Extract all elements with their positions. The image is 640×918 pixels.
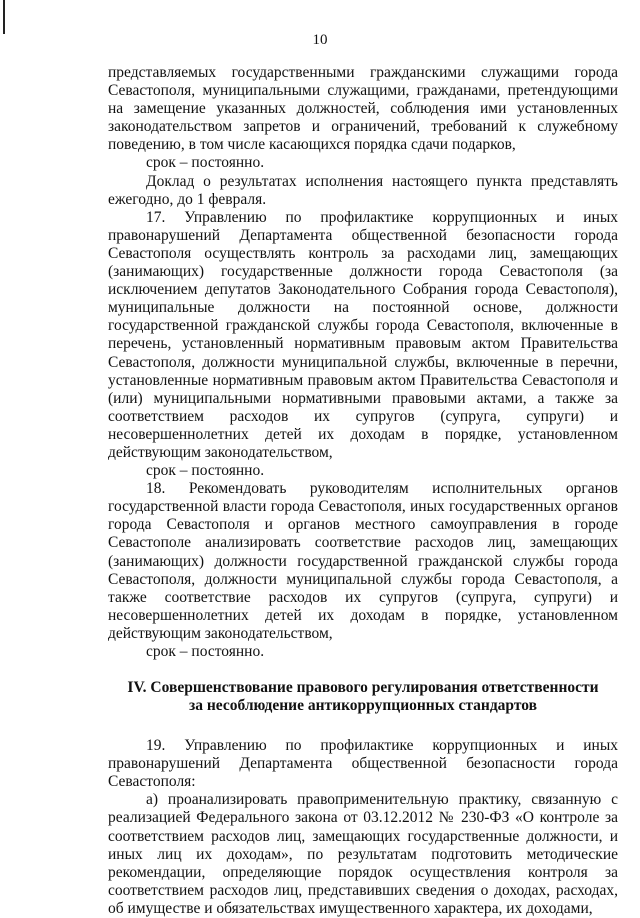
section-heading-line-1: IV. Совершенствование правового регулирования ответственности xyxy=(127,679,599,697)
page-number: 10 xyxy=(312,32,328,48)
item-19a-paragraph: а) проанализировать правоприменительную практику, связанную с реализацией Федерального закона от 03.12.2012 № 230-ФЗ «О контроле за соответствием расходов лиц, замещающих государственные должности, и иных лиц их доходам», по результатам подготовить методические рекомендации, определяющие порядок осуществления контроля за соответствием расходов лиц, представивших сведения о доходах, расходах, об имуществе и обязательствах имущественного характера, их доходами, xyxy=(108,791,618,917)
section-heading xyxy=(108,679,618,715)
term-line: срок – постоянно. xyxy=(146,154,265,172)
report-paragraph: Доклад о результатах исполнения настоящего пункта представлять ежегодно, до 1 февраля. xyxy=(108,172,618,208)
term-line: срок – постоянно. xyxy=(146,462,265,480)
term-line: срок – постоянно. xyxy=(146,643,265,660)
item-18-paragraph: 18. Рекомендовать руководителям исполнительных органов государственной власти города Севастополя, иных государственных органов города Севастополя и органов местного самоуправления в городе Севастополе анализировать соответствие расходов лиц, замещающих (занимающих) должности государственной гражданской службы города Севастополя, должности муниципальной службы города Севастополя, а также соответствие расходов их супругов (супруга, супруги) и несовершеннолетних детей их доходам в порядке, установленном действующим законодательством, xyxy=(108,480,618,642)
paragraph-continuation: представляемых государственными гражданскими служащими города Севастополя, муниципальными служащими, гражданами, претендующими на замещение указанных должностей, соблюдения ими установленных законодательством запретов и ограничений, требований к служебному поведению, в том числе касающихся порядка сдачи подарков, xyxy=(108,64,618,154)
section-heading-line-2: за несоблюдение антикоррупционных стандартов xyxy=(189,697,537,715)
item-19-paragraph: 19. Управлению по профилактике коррупционных и иных правонарушений Департамента общественной безопасности города Севастополя: xyxy=(108,737,618,791)
document-body xyxy=(108,64,618,918)
page-edge-line xyxy=(3,0,5,34)
item-17-paragraph: 17. Управлению по профилактике коррупционных и иных правонарушений Департамента общественной безопасности города Севастополя осуществлять контроль за расходами лиц, замещающих (занимающих) государственные должности города Севастополя (за исключением депутатов Законодательного Собрания города Севастополя), муниципальные должности на постоянной основе, должности государственной гражданской службы города Севастополя, включенные в перечень, установленный нормативным правовым актом Правительства Севастополя, должности муниципальной службы, включенные в перечни, установленные нормативным правовым актом Правительства Севастополя и (или) муниципальными нормативными правовыми актами, а также за соответствием расходов их супругов (супруга, супруги) и несовершеннолетних детей их доходам в порядке, установленном действующим законодательством, xyxy=(108,208,618,461)
